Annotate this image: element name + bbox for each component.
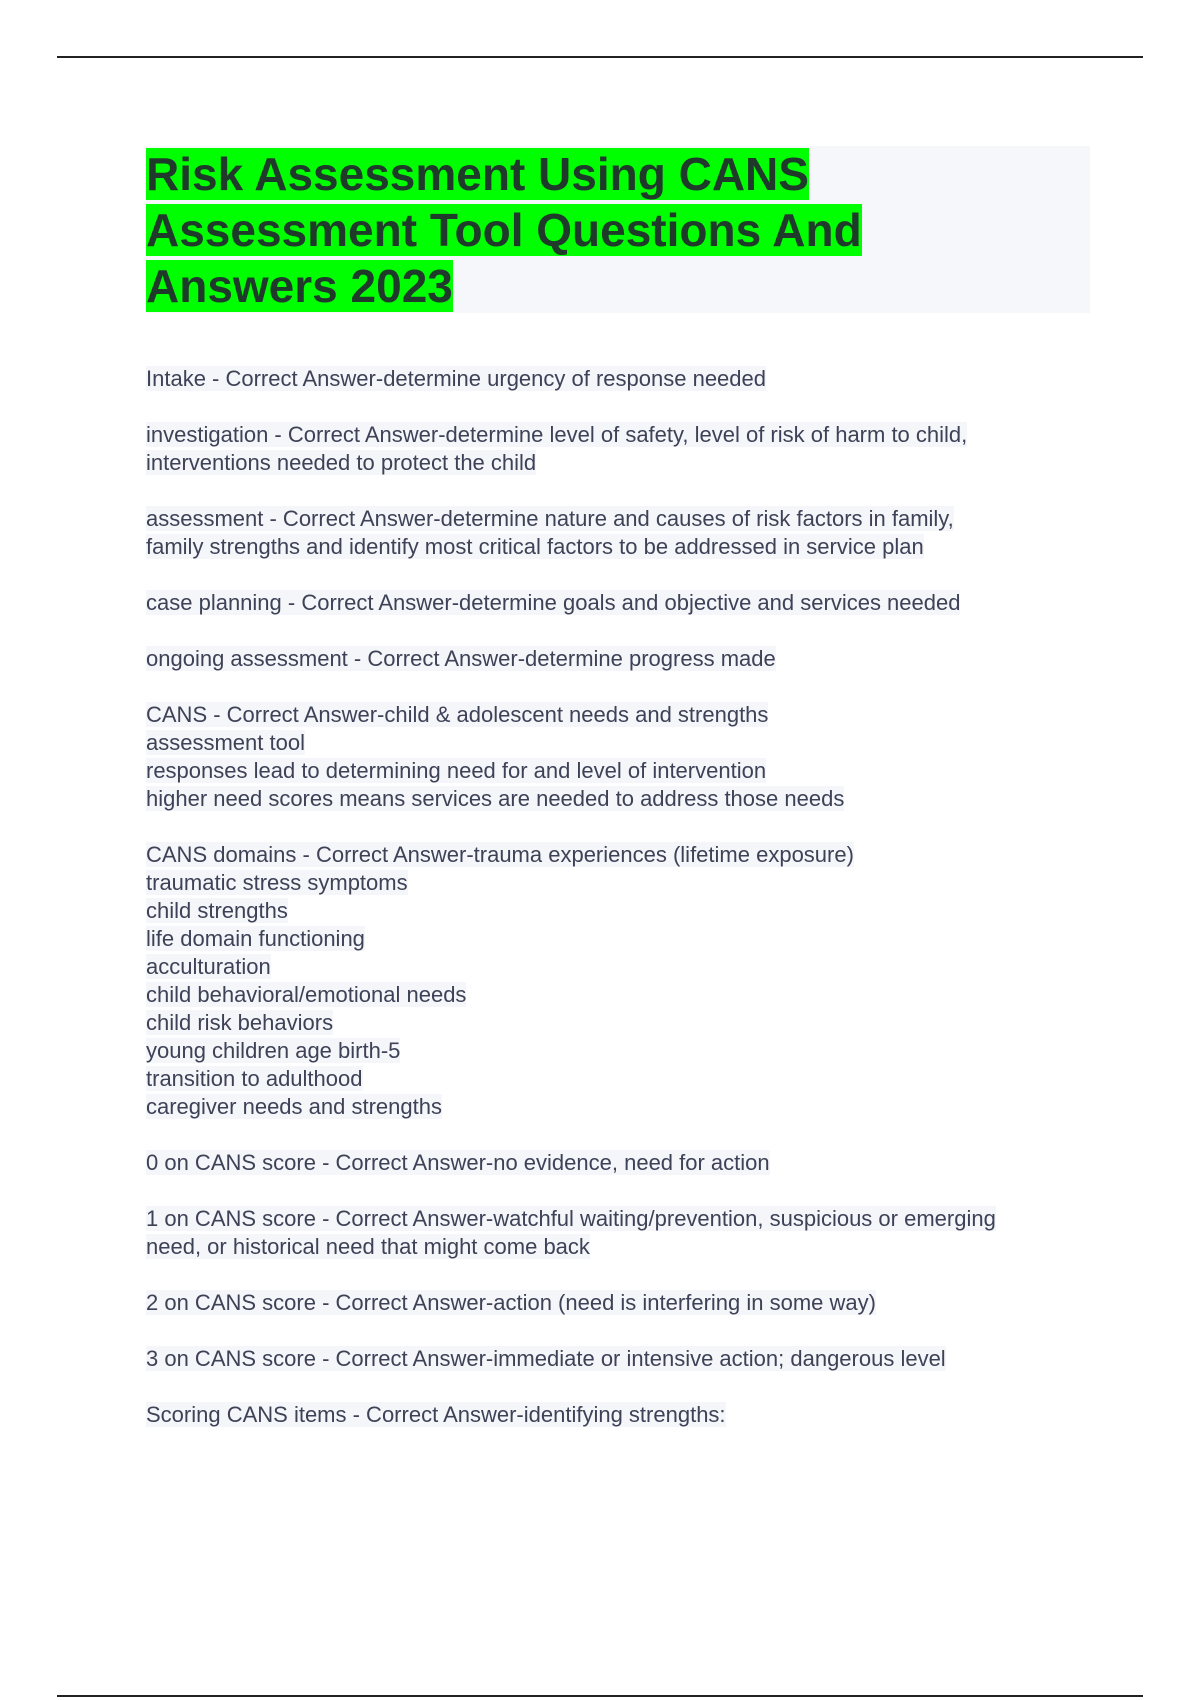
qa-text: 3 on CANS score - Correct Answer-immediate or intensive action; dangerous level bbox=[146, 1346, 946, 1371]
qa-item bbox=[146, 365, 1090, 393]
title-highlight: Risk Assessment Using CANS Assessment Tool Questions And Answers 2023 bbox=[146, 148, 862, 312]
qa-item bbox=[146, 1345, 1090, 1373]
qa-item bbox=[146, 421, 1090, 477]
qa-item bbox=[146, 841, 1090, 1121]
qa-item bbox=[146, 1149, 1090, 1177]
bottom-divider bbox=[57, 1695, 1143, 1697]
qa-item bbox=[146, 505, 1090, 561]
qa-text: case planning - Correct Answer-determine goals and objective and services needed bbox=[146, 590, 961, 615]
qa-text: ongoing assessment - Correct Answer-determine progress made bbox=[146, 646, 776, 671]
qa-text: CANS - Correct Answer-child & adolescent needs and strengths assessment tool responses lead to determining need for and level of intervention higher need scores means services are needed to address those needs bbox=[146, 702, 845, 811]
qa-item bbox=[146, 589, 1090, 617]
qa-text: investigation - Correct Answer-determine level of safety, level of risk of harm to child, interventions needed to protect the child bbox=[146, 422, 968, 475]
qa-text: 2 on CANS score - Correct Answer-action (need is interfering in some way) bbox=[146, 1290, 876, 1315]
qa-item bbox=[146, 1205, 1090, 1261]
qa-text: Scoring CANS items - Correct Answer-identifying strengths: bbox=[146, 1402, 726, 1427]
qa-text: Intake - Correct Answer-determine urgency of response needed bbox=[146, 366, 766, 391]
qa-list bbox=[146, 365, 1090, 1457]
qa-item bbox=[146, 1401, 1090, 1429]
qa-text: 0 on CANS score - Correct Answer-no evidence, need for action bbox=[146, 1150, 770, 1175]
top-divider bbox=[57, 56, 1143, 58]
qa-item bbox=[146, 1289, 1090, 1317]
qa-text: assessment - Correct Answer-determine nature and causes of risk factors in family, family strengths and identify most critical factors to be addressed in service plan bbox=[146, 506, 954, 559]
qa-text: 1 on CANS score - Correct Answer-watchful waiting/prevention, suspicious or emerging need, or historical need that might come back bbox=[146, 1206, 996, 1259]
qa-item bbox=[146, 701, 1090, 813]
qa-text: CANS domains - Correct Answer-trauma experiences (lifetime exposure) traumatic stress symptoms child strengths life domain functioning acculturation child behavioral/emotional needs child risk behaviors young children age birth-5 transition to adulthood caregiver needs and strengths bbox=[146, 842, 854, 1119]
title-block bbox=[146, 146, 1090, 313]
document-title bbox=[146, 146, 906, 314]
qa-item bbox=[146, 645, 1090, 673]
